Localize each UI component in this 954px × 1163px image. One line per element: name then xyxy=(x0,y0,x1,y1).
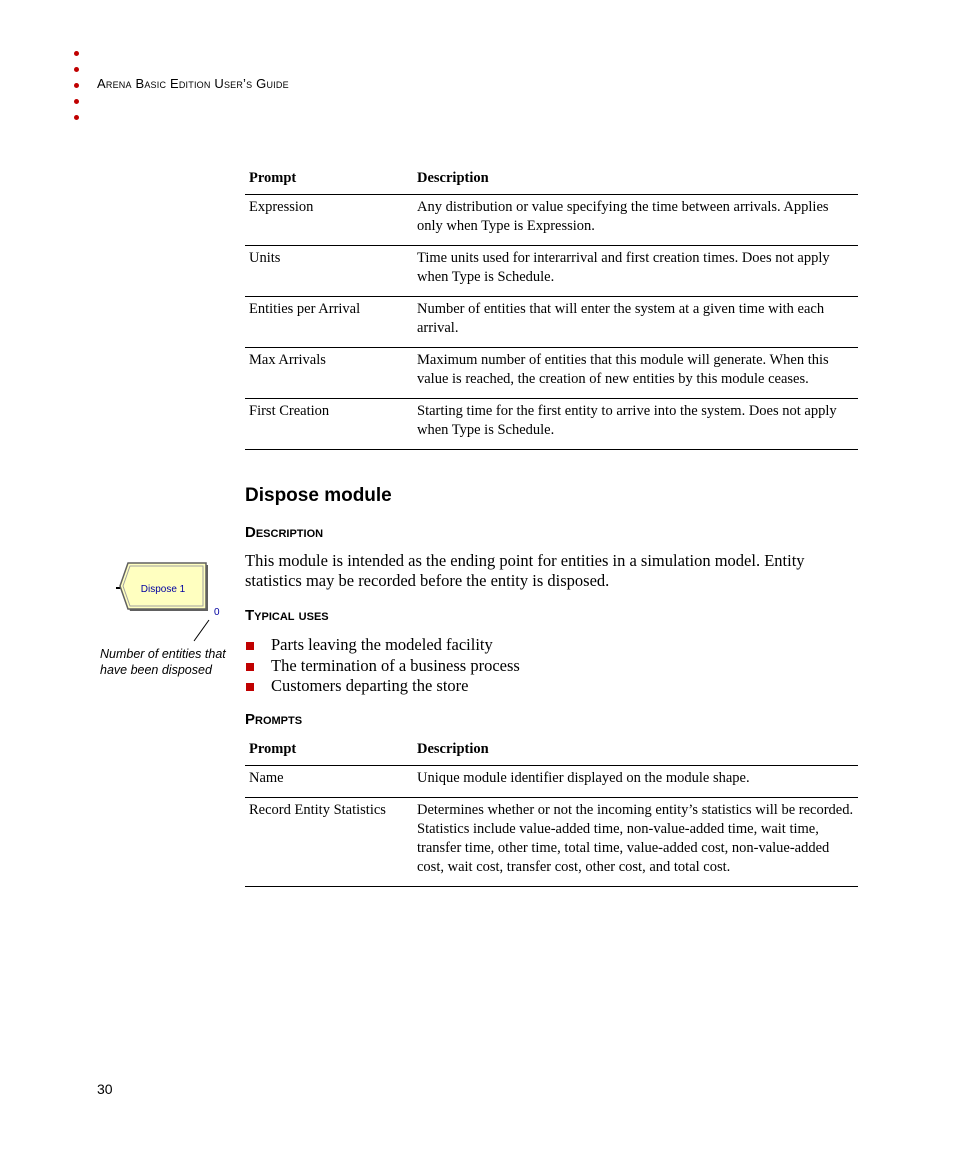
description-heading: Description xyxy=(245,524,324,541)
table-row xyxy=(245,297,858,348)
square-bullet-icon xyxy=(246,642,254,650)
prompt-cell: First Creation xyxy=(245,399,413,450)
table-row xyxy=(245,798,858,887)
list-item-text: The termination of a business process xyxy=(271,655,520,675)
prompt-cell: Record Entity Statistics xyxy=(245,798,413,887)
callout-line xyxy=(194,620,209,641)
margin-dot xyxy=(74,83,79,88)
list-item xyxy=(245,656,520,677)
description-text: This module is intended as the ending point for entities in a simulation model. Entity statistics may be recorded before the entity is disposed. xyxy=(245,551,805,590)
description-cell: Unique module identifier displayed on the module shape. xyxy=(413,766,858,798)
square-bullet-icon xyxy=(246,663,254,671)
list-item xyxy=(245,635,520,656)
column-header-prompt: Prompt xyxy=(245,169,413,195)
description-cell: Maximum number of entities that this module will generate. When this value is reached, the creation of new entities by this module ceases. xyxy=(413,348,858,399)
table-row xyxy=(245,195,858,246)
margin-dot xyxy=(74,67,79,72)
typical-uses-list xyxy=(245,635,520,697)
list-item-text: Customers departing the store xyxy=(271,676,469,695)
square-bullet-icon xyxy=(246,683,254,691)
prompt-cell: Name xyxy=(245,766,413,798)
prompts-heading: Prompts xyxy=(245,711,303,728)
column-header-description: Description xyxy=(413,169,858,195)
prompt-cell: Expression xyxy=(245,195,413,246)
margin-dot xyxy=(74,115,79,120)
prompt-cell: Max Arrivals xyxy=(245,348,413,399)
table-row xyxy=(245,399,858,450)
running-header: Arena Basic Edition User’s Guide xyxy=(97,76,289,91)
table-header-row xyxy=(245,169,858,195)
column-header-prompt: Prompt xyxy=(245,740,413,766)
create-prompts-table xyxy=(245,169,858,450)
prompt-cell: Units xyxy=(245,246,413,297)
description-cell: Determines whether or not the incoming entity’s statistics will be recorded. Statistics include value-added time, non-value-added time, wait time, transfer time, other time, total time, value-added cost, non-value-added cost, wait cost, transfer cost, other cost, and total cost. xyxy=(413,798,858,887)
section-title: Dispose module xyxy=(245,485,392,506)
prompt-cell: Entities per Arrival xyxy=(245,297,413,348)
module-label: Dispose 1 xyxy=(140,584,186,595)
description-cell: Starting time for the first entity to arrive into the system. Does not apply when Type is Schedule. xyxy=(413,399,858,450)
dispose-module-figure xyxy=(110,558,230,648)
table-row xyxy=(245,348,858,399)
entity-counter: 0 xyxy=(214,607,220,618)
table-row xyxy=(245,766,858,798)
list-item xyxy=(245,676,520,697)
list-item-text: Parts leaving the modeled facility xyxy=(271,635,493,654)
description-cell: Time units used for interarrival and first creation times. Does not apply when Type is Schedule. xyxy=(413,246,858,297)
description-cell: Any distribution or value specifying the time between arrivals. Applies only when Type is Expression. xyxy=(413,195,858,246)
typical-uses-heading: Typical uses xyxy=(245,607,329,624)
margin-dot xyxy=(74,51,79,56)
column-header-description: Description xyxy=(413,740,858,766)
description-cell: Number of entities that will enter the system at a given time with each arrival. xyxy=(413,297,858,348)
dispose-prompts-table xyxy=(245,740,858,887)
margin-dot xyxy=(74,99,79,104)
figure-caption: Number of entities that have been disposed xyxy=(100,647,226,677)
table-header-row xyxy=(245,740,858,766)
page-number: 30 xyxy=(97,1081,113,1097)
table-row xyxy=(245,246,858,297)
